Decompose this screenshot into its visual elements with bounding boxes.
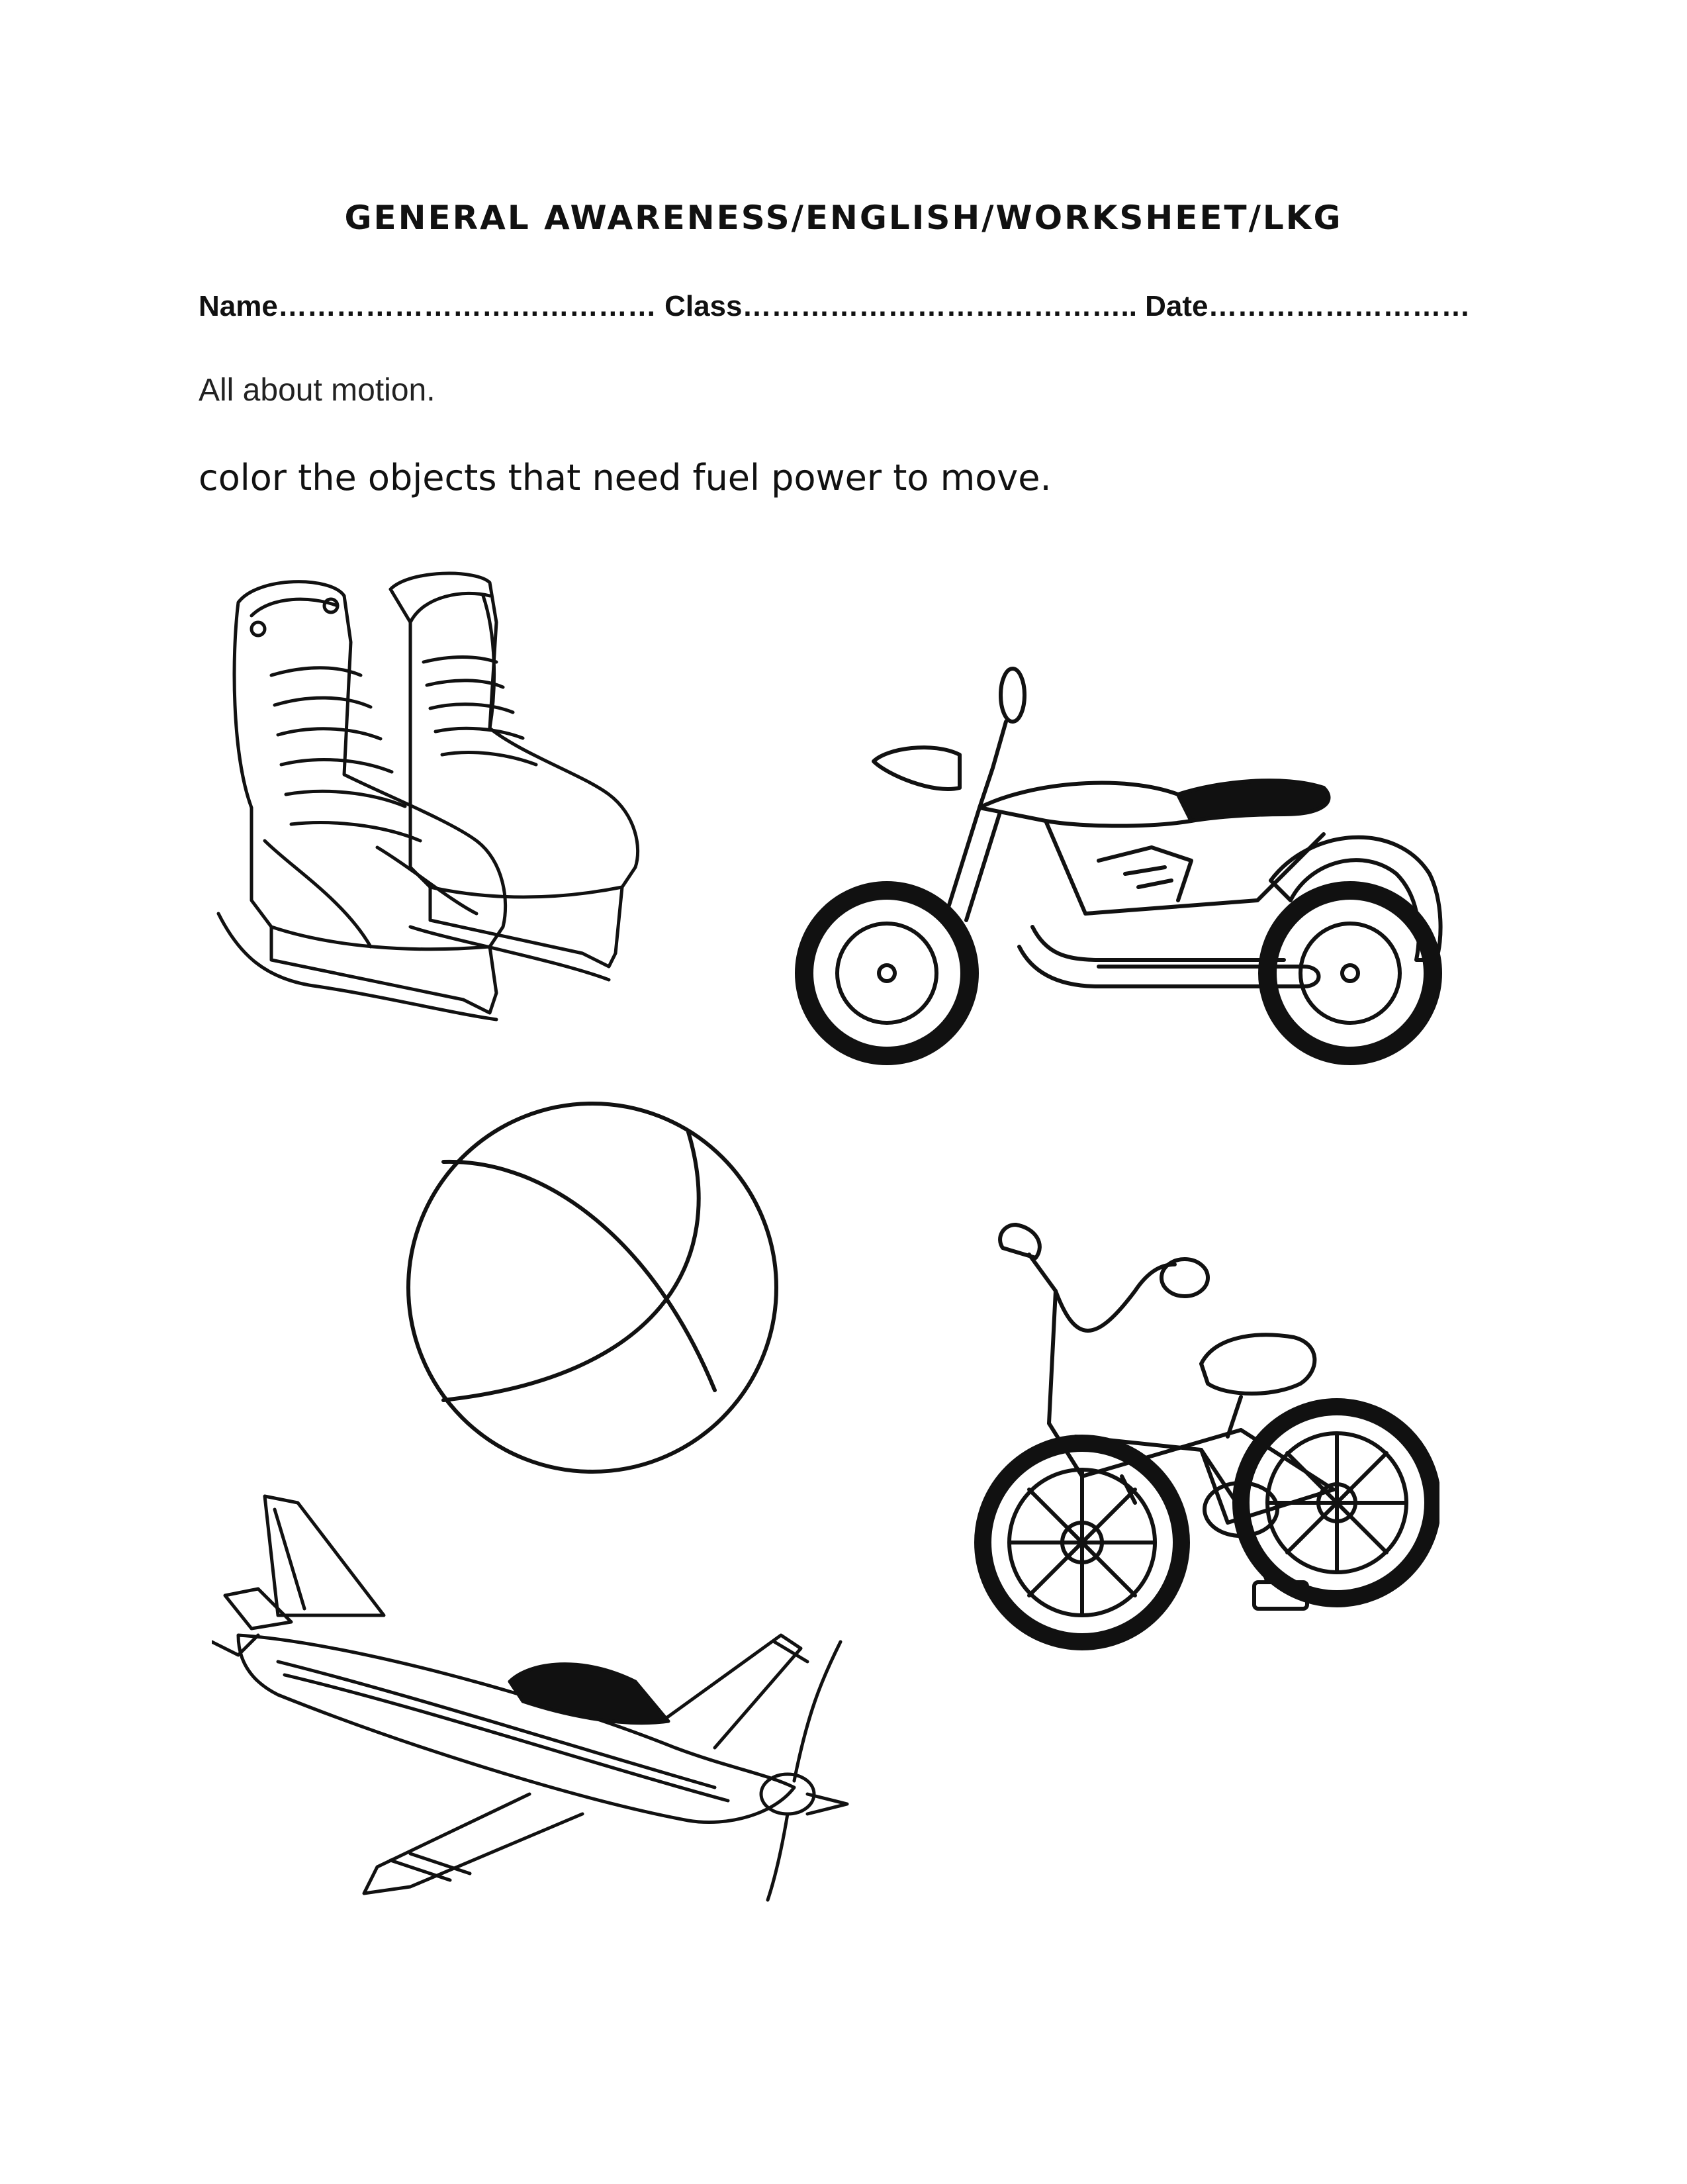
ice-skates-picture — [212, 556, 688, 1033]
topic-subtitle: All about motion. — [199, 373, 435, 408]
bicycle-picture — [963, 1211, 1439, 1662]
motorcycle-picture — [781, 662, 1482, 1072]
airplane-picture — [212, 1483, 860, 1907]
ball-picture — [404, 1099, 781, 1476]
worksheet-title: GENERAL AWARENESS/ENGLISH/WORKSHEET/LKG — [344, 199, 1343, 237]
name-class-date-line: Name………………………………… Class………………………………….. Date……………………… — [199, 290, 1471, 322]
instruction-text: color the objects that need fuel power to move. — [199, 457, 1052, 499]
